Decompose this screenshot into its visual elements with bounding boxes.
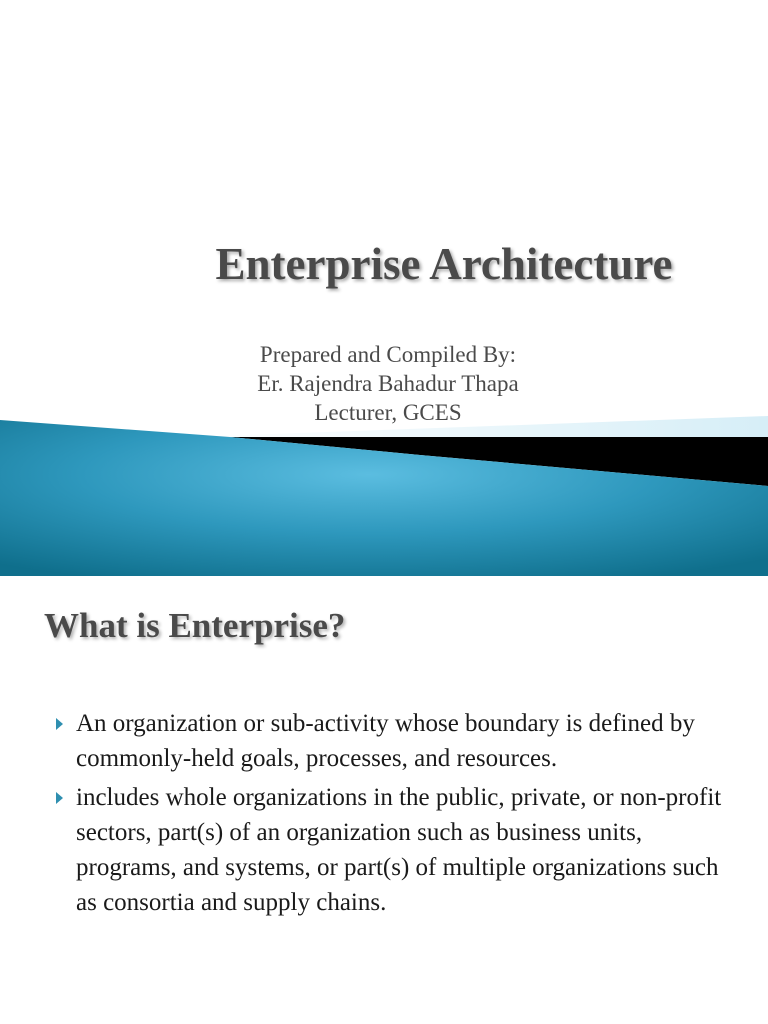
author-role-line: Lecturer, GCES — [314, 400, 462, 425]
bullet-list — [56, 706, 736, 924]
bullet-item — [56, 780, 736, 920]
triangle-right-icon — [56, 792, 63, 804]
slide-heading: What is Enterprise? — [44, 606, 346, 645]
bullet-text: An organization or sub-activity whose boundary is defined by commonly-held goals, processes, and resources. — [76, 710, 695, 772]
bullet-item — [56, 706, 736, 776]
author-name-line: Er. Rajendra Bahadur Thapa — [257, 371, 519, 396]
prepared-by-line: Prepared and Compiled By: — [259, 342, 517, 367]
content-slide — [0, 576, 768, 1024]
presentation-title: Enterprise Architecture — [215, 239, 673, 289]
author-info — [208, 340, 568, 427]
bullet-text: includes whole organizations in the public, private, or non-profit sectors, part(s) of an organization such as business units, programs, and systems, or part(s) of multiple organizations such as consortia and supply chains. — [76, 784, 722, 916]
triangle-right-icon — [56, 718, 63, 730]
